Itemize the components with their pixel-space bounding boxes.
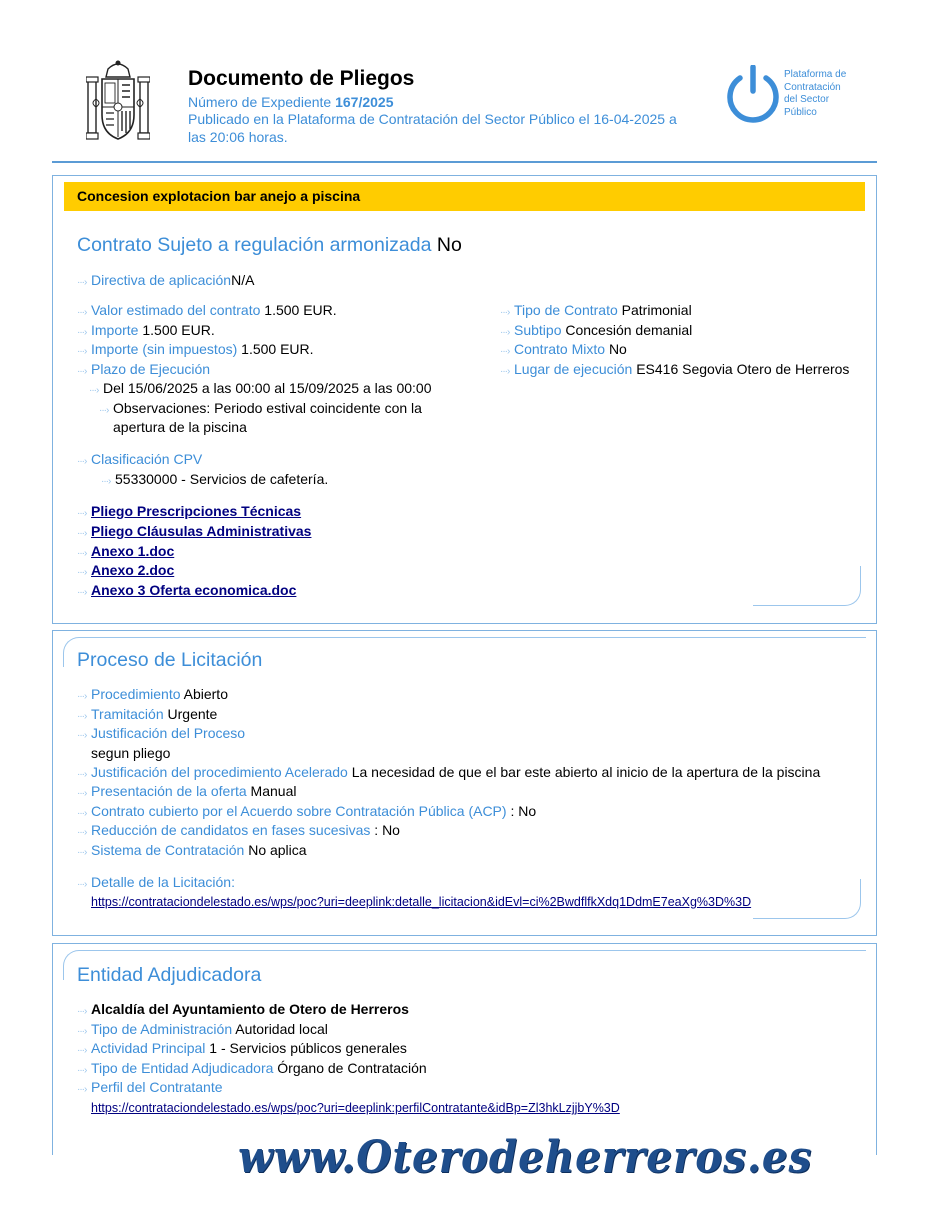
coat-of-arms-icon [86,59,150,145]
justificacion-value: segun pliego [91,745,171,761]
field-row: ···› Importe (sin impuestos) 1.500 EUR. [77,340,314,361]
document-link-row [77,522,311,543]
bullet-arrow-icon: ···› [77,1006,87,1017]
harmonized-heading: Contrato Sujeto a regulación armonizada No [77,234,462,256]
contract-banner: Concesion explotacion bar anejo a piscina [64,182,865,211]
website-watermark: www.Oterodeherreros.es [238,1132,813,1183]
field-row: ···› Perfil del Contratante [77,1078,223,1099]
process-heading: Proceso de Licitación [77,649,263,671]
perfil-link-row [91,1098,620,1117]
field-row: ···› Justificación del procedimiento Acelerado La necesidad de que el bar este abierto al inicio de la apertura de la piscina [77,763,820,784]
expediente-value: 167/2025 [335,94,394,110]
field-row: ···› Tipo de Administración Autoridad local [77,1020,328,1041]
published-line-1: Publicado en la Plataforma de Contratación del Sector Público el 16-04-2025 a [188,111,677,127]
observaciones-cont: apertura de la piscina [113,419,247,435]
harmonized-value: No [436,234,462,256]
bullet-arrow-icon: ···› [77,456,87,467]
field-row: ···› Subtipo Concesión demanial [500,321,692,342]
directiva-row: ···› Directiva de aplicaciónN/A [77,271,254,292]
bullet-arrow-icon: ···› [77,1045,87,1056]
bullet-arrow-icon: ···› [77,879,87,890]
field-row: ···› Tramitación Urgente [77,705,217,726]
field-row: ···› Tipo de Contrato Patrimonial [500,301,692,322]
power-icon [724,65,782,125]
field-row: ···› Presentación de la oferta Manual [77,782,296,803]
observaciones: ···› Observaciones: Periodo estival coincidente con la [99,399,422,420]
bullet-arrow-icon: ···› [77,567,87,578]
document-link[interactable]: Pliego Cláusulas Administrativas [91,523,312,539]
perfil-link[interactable]: https://contrataciondelestado.es/wps/poc?uri=deeplink:perfilContratante&idBp=Zl3hkLzjjbY%3D [91,1101,620,1115]
bullet-arrow-icon: ···› [77,1065,87,1076]
bullet-arrow-icon: ···› [77,711,87,722]
entity-heading: Entidad Adjudicadora [77,964,262,986]
bullet-arrow-icon: ···› [77,366,87,377]
bullet-arrow-icon: ···› [77,327,87,338]
field-row: ···› Importe 1.500 EUR. [77,321,215,342]
bullet-arrow-icon: ···› [77,307,87,318]
plazo-detail: ···› Del 15/06/2025 a las 00:00 al 15/09/2025 a las 00:00 [89,379,431,400]
bullet-arrow-icon: ···› [77,528,87,539]
decorative-curve [753,879,861,919]
bullet-arrow-icon: ···› [500,346,510,357]
bullet-arrow-icon: ···› [77,277,87,288]
document-link[interactable]: Anexo 3 Oferta economica.doc [91,582,297,598]
document-link[interactable]: Pliego Prescripciones Técnicas [91,503,302,519]
bullet-arrow-icon: ···› [500,307,510,318]
field-row: ···› Contrato cubierto por el Acuerdo sobre Contratación Pública (ACP) : No [77,802,536,823]
bullet-arrow-icon: ···› [77,730,87,741]
detalle-link[interactable]: https://contrataciondelestado.es/wps/poc?uri=deeplink:detalle_licitacion&idEvl=ci%2BwdflfkXdq1DdmE7eaXg%3D%3D [91,895,752,909]
platform-logo [724,61,864,125]
bullet-arrow-icon: ···› [77,847,87,858]
field-row: ···› Actividad Principal 1 - Servicios públicos generales [77,1039,407,1060]
bullet-arrow-icon: ···› [77,788,87,799]
bullet-arrow-icon: ···› [77,827,87,838]
bullet-arrow-icon: ···› [500,366,510,377]
cpv-row: ···› Clasificación CPV [77,450,202,471]
decorative-curve [753,566,861,606]
field-row: ···› Procedimiento Abierto [77,685,228,706]
contract-panel [52,175,877,624]
document-link-row [77,581,296,602]
bullet-arrow-icon: ···› [99,405,109,416]
bullet-arrow-icon: ···› [77,587,87,598]
document-link-row [77,502,301,523]
bullet-arrow-icon: ···› [77,1084,87,1095]
field-row: ···› Sistema de Contratación No aplica [77,841,307,862]
field-row: ···› Lugar de ejecución ES416 Segovia Otero de Herreros [500,360,849,381]
cpv-value: ···› 55330000 - Servicios de cafetería. [101,470,328,491]
field-row: ···› Contrato Mixto No [500,340,627,361]
bullet-arrow-icon: ···› [101,476,111,487]
platform-logo-text: Plataforma de Contratación del Sector Público [784,69,847,118]
bullet-arrow-icon: ···› [500,327,510,338]
field-row: ···› Justificación del Proceso [77,724,245,745]
bullet-arrow-icon: ···› [77,808,87,819]
document-link[interactable]: Anexo 2.doc [91,562,175,578]
bullet-arrow-icon: ···› [77,691,87,702]
bullet-arrow-icon: ···› [77,346,87,357]
document-header [52,55,877,163]
document-link-row [77,561,174,582]
entity-name-row: ···› Alcaldía del Ayuntamiento de Otero de Herreros [77,1000,409,1021]
field-row: ···› Valor estimado del contrato 1.500 EUR. [77,301,337,322]
published-line-2: las 20:06 horas. [188,129,288,145]
bullet-arrow-icon: ···› [77,769,87,780]
bullet-arrow-icon: ···› [77,508,87,519]
document-link[interactable]: Anexo 1.doc [91,543,175,559]
document-link-row [77,542,174,563]
bullet-arrow-icon: ···› [77,548,87,559]
field-row: ···› Plazo de Ejecución [77,360,210,381]
field-row: ···› Reducción de candidatos en fases sucesivas : No [77,821,400,842]
detalle-row: ···› Detalle de la Licitación: [77,873,235,894]
expediente-line [188,93,728,111]
detalle-link-row [91,892,751,911]
expediente-label: Número de Expediente [188,94,332,110]
bullet-arrow-icon: ···› [77,1026,87,1037]
bullet-arrow-icon: ···› [89,385,99,396]
process-panel [52,630,877,936]
page-title: Documento de Pliegos [188,67,415,90]
field-row: ···› Tipo de Entidad Adjudicadora Órgano de Contratación [77,1059,427,1080]
